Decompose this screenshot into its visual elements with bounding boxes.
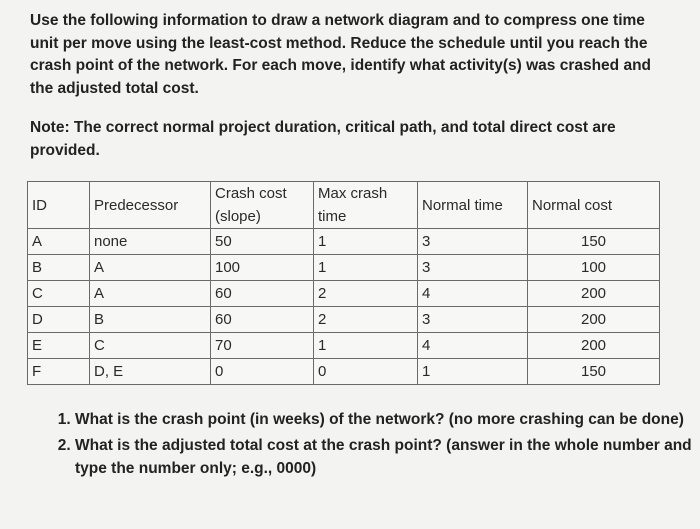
cell-max-crash: 2	[314, 281, 418, 307]
cell-predecessor: D, E	[90, 359, 211, 385]
question-list	[47, 408, 700, 483]
cell-max-crash: 1	[314, 255, 418, 281]
cell-normal-time: 4	[418, 333, 528, 359]
note-paragraph: Note: The correct normal project duration, critical path, and total direct cost are provided.	[30, 119, 616, 159]
header-predecessor: Predecessor	[90, 182, 211, 229]
table-row	[28, 255, 660, 281]
cell-id: A	[28, 229, 90, 255]
header-max-crash-line1: Max crash	[318, 185, 388, 202]
header-crash-cost-line1: Crash cost	[215, 185, 287, 202]
cell-id: D	[28, 307, 90, 333]
cell-predecessor: none	[90, 229, 211, 255]
cell-normal-cost: 150	[528, 229, 660, 255]
header-crash-cost-line2: (slope)	[215, 208, 261, 225]
table-row	[28, 333, 660, 359]
cell-predecessor: A	[90, 255, 211, 281]
cell-normal-time: 3	[418, 307, 528, 333]
question-2: 2. What is the adjusted total cost at the crash point? (answer in the whole number and type the number only; e.g., 0000)	[75, 434, 700, 480]
cell-max-crash: 1	[314, 333, 418, 359]
cell-max-crash: 1	[314, 229, 418, 255]
cell-normal-time: 1	[418, 359, 528, 385]
cell-normal-cost: 200	[528, 307, 660, 333]
cell-normal-cost: 100	[528, 255, 660, 281]
header-max-crash-line2: time	[318, 208, 347, 225]
header-crash-cost	[211, 182, 314, 229]
cell-normal-cost: 200	[528, 281, 660, 307]
instructions-paragraph: Use the following information to draw a network diagram and to compress one time unit per move using the least-cost method. Reduce the schedule until you reach the crash point of the network. For each move, identify what activity(s) was crashed and the adjusted total cost.	[30, 12, 652, 97]
cell-id: B	[28, 255, 90, 281]
cell-crash-cost: 50	[211, 229, 314, 255]
cell-max-crash: 2	[314, 307, 418, 333]
table-row	[28, 229, 660, 255]
cell-normal-time: 3	[418, 229, 528, 255]
table-body	[28, 229, 660, 385]
cell-id: E	[28, 333, 90, 359]
table-row	[28, 359, 660, 385]
cell-normal-time: 4	[418, 281, 528, 307]
cell-crash-cost: 0	[211, 359, 314, 385]
cell-normal-time: 3	[418, 255, 528, 281]
header-max-crash	[314, 182, 418, 229]
header-normal-time: Normal time	[418, 182, 528, 229]
cell-max-crash: 0	[314, 359, 418, 385]
question-1: 1. What is the crash point (in weeks) of the network? (no more crashing can be done)	[75, 408, 700, 431]
cell-predecessor: C	[90, 333, 211, 359]
table-header-row	[28, 182, 660, 229]
header-id: ID	[28, 182, 90, 229]
cell-crash-cost: 60	[211, 307, 314, 333]
cell-id: C	[28, 281, 90, 307]
header-normal-cost: Normal cost	[528, 182, 660, 229]
cell-crash-cost: 100	[211, 255, 314, 281]
cell-normal-cost: 150	[528, 359, 660, 385]
table-row	[28, 281, 660, 307]
cell-predecessor: B	[90, 307, 211, 333]
cell-normal-cost: 200	[528, 333, 660, 359]
cell-predecessor: A	[90, 281, 211, 307]
cell-crash-cost: 60	[211, 281, 314, 307]
cell-id: F	[28, 359, 90, 385]
table-row	[28, 307, 660, 333]
activity-table	[27, 181, 660, 385]
cell-crash-cost: 70	[211, 333, 314, 359]
